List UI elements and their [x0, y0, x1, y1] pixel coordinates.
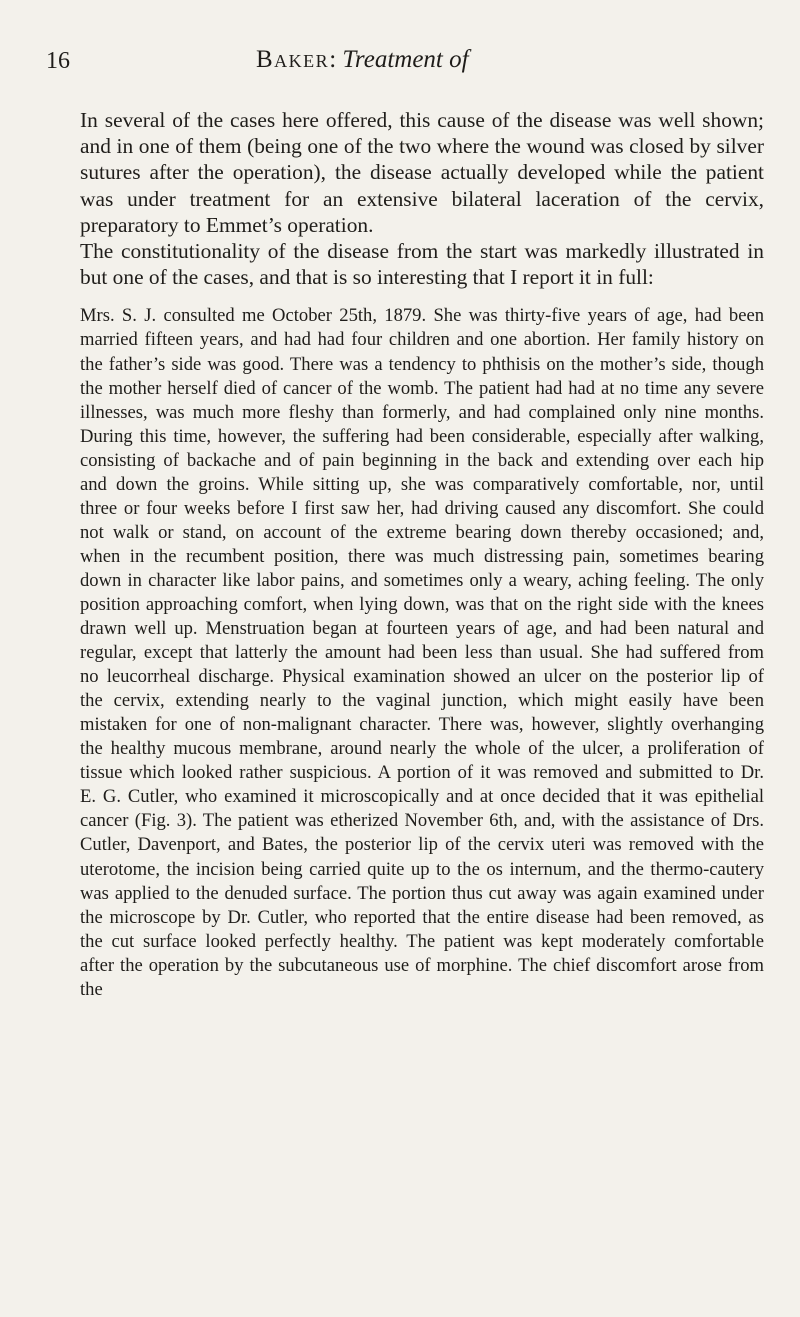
running-head-author: Baker	[256, 46, 330, 73]
running-head-title: Treatment of	[342, 46, 469, 73]
page-number: 16	[46, 48, 70, 74]
paragraph-cases-intro: In several of the cases here offered, this cause of the disease was well shown; and in one of them (being one of the two where the wound was closed by silver sutures after the operation), the disease actually developed while the patient was under treatment for an extensive bilateral laceration of the cervix, preparatory to Emmet’s operation.	[80, 108, 764, 237]
page-header	[46, 44, 730, 78]
paragraph-constitutionality: The constitutionality of the disease from the start was markedly illustrated in but one of the cases, and that is so interesting that I report it in full:	[80, 239, 764, 290]
paragraph-case-report: Mrs. S. J. consulted me October 25th, 1879. She was thirty-five years of age, had been married fifteen years, and had had four children and one abortion. Her family history on the father’s side was good. There was a tendency to phthisis on the mother’s side, though the mother herself died of cancer of the womb. The patient had had at no time any severe illnesses, was much more fleshy than formerly, and had complained only nine months. During this time, however, the suffering had been considerable, especially after walking, consisting of backache and of pain beginning in the back and extending over each hip and down the groins. While sitting up, she was comparatively comfortable, nor, until three or four weeks before I first saw her, had driving caused any discomfort. She could not walk or stand, on account of the extreme bearing down thereby occasioned; and, when in the recumbent position, there was much distressing pain, sometimes bearing down in character like labor pains, and sometimes only a weary, aching feeling. The only position approaching comfort, when lying down, was that on the right side with the knees drawn well up. Menstruation began at fourteen years of age, and had been natural and regular, except that latterly the amount had been less than usual. She had suffered from no leucorrheal discharge. Physical examination showed an ulcer on the posterior lip of the cervix, extending nearly to the vaginal junction, which might easily have been mistaken for one of non-malignant character. There was, however, slightly overhanging the healthy mucous membrane, around nearly the whole of the ulcer, a proliferation of tissue which looked rather suspicious. A portion of it was removed and submitted to Dr. E. G. Cutler, who examined it microscopically and at once decided that it was epithelial cancer (Fig. 3). The patient was etherized November 6th, and, with the assistance of Drs. Cutler, Davenport, and Bates, the posterior lip of the cervix uteri was removed with the uterotome, the incision being carried quite up to the os internum, and the thermo-cautery was applied to the denuded surface. The portion thus cut away was again examined under the microscope by Dr. Cutler, who reported that the entire disease had been removed, as the cut surface looked perfectly healthy. The patient was kept moderately comfortable after the operation by the subcutaneous use of morphine. The chief discomfort arose from the	[80, 305, 764, 1000]
running-head	[256, 46, 469, 74]
running-head-separator: :	[329, 46, 343, 73]
body-text	[80, 107, 764, 1002]
